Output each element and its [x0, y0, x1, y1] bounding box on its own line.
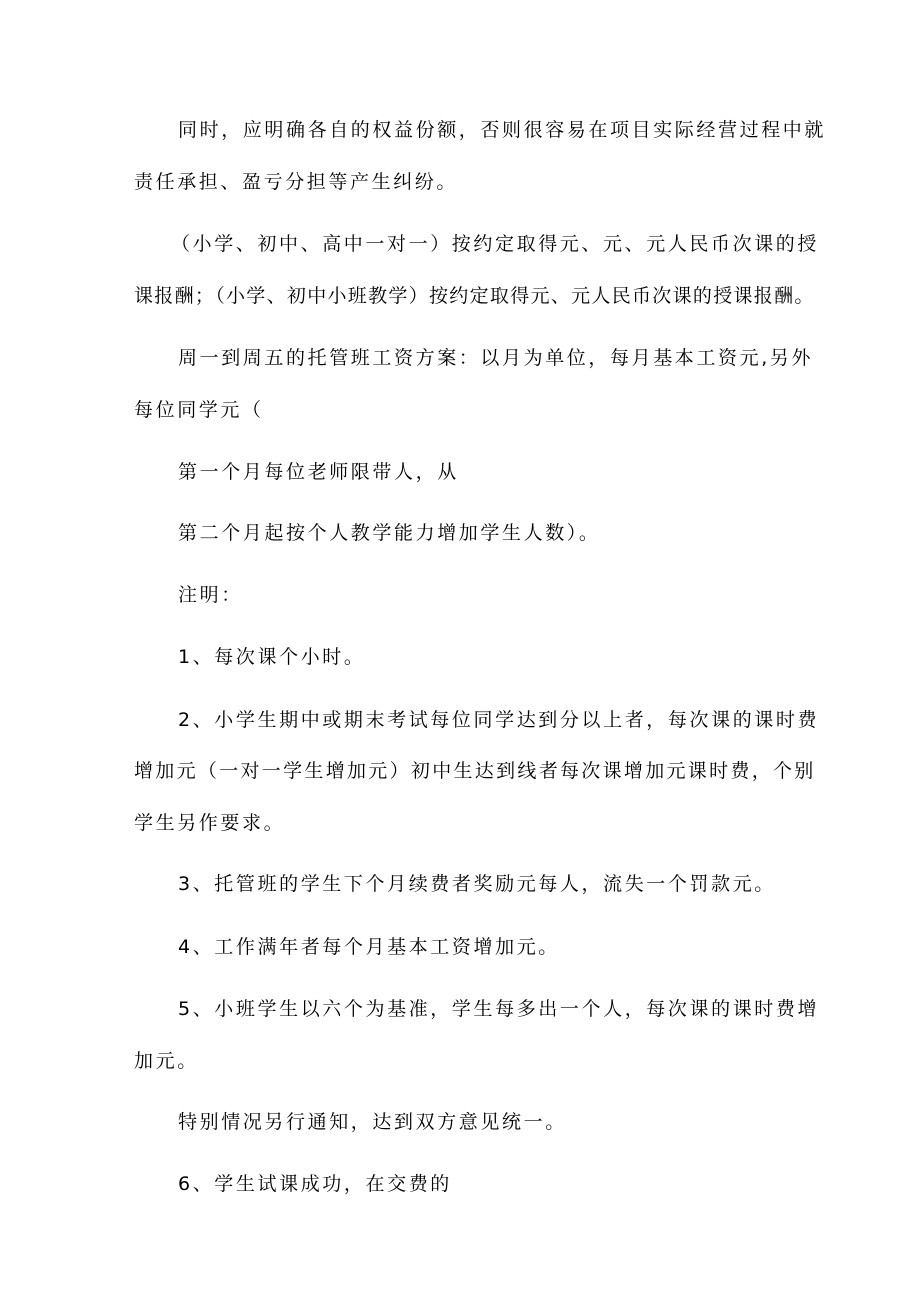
text-line: 加元。 [134, 1050, 199, 1072]
text-line: 同时，应明确各自的权益份额，否则很容易在项目实际经营过程中就 [178, 119, 827, 141]
text-line: 学生另作要求。 [134, 812, 286, 834]
text-line: 责任承担、盈亏分担等产生纠纷。 [134, 171, 459, 193]
text-line: 2、小学生期中或期末考试每位同学达到分以上者，每次课的课时费 [178, 709, 820, 731]
text-line: 课报酬；（小学、初中小班教学）按约定取得元、元人民币次课的授课报酬。 [134, 285, 815, 307]
text-line: 4、工作满年者每个月基本工资增加元。 [178, 936, 560, 958]
text-line: 第一个月每位老师限带人，从 [178, 461, 459, 483]
text-line: 每位同学元（ [134, 399, 264, 421]
text-line: 5、小班学生以六个为基准，学生每多出一个人，每次课的课时费增 [178, 998, 820, 1020]
text-line: 第二个月起按个人教学能力增加学生人数）。 [178, 522, 601, 544]
text-line: 周一到周五的托管班工资方案：以月为单位，每月基本工资元,另外 [178, 347, 814, 369]
text-line: 6、学生试课成功，在交费的 [178, 1173, 452, 1195]
text-line: （小学、初中、高中一对一）按约定取得元、元、元人民币次课的授 [171, 233, 820, 255]
text-line: 注明： [178, 584, 243, 606]
text-line: 3、托管班的学生下个月续费者奖励元每人，流失一个罚款元。 [178, 873, 776, 895]
text-line: 特别情况另行通知，达到双方意见统一。 [178, 1111, 567, 1133]
text-line: 增加元（一对一学生增加元）初中生达到线者每次课增加元课时费，个别 [134, 760, 816, 782]
text-line: 1、每次课个小时。 [178, 646, 366, 668]
